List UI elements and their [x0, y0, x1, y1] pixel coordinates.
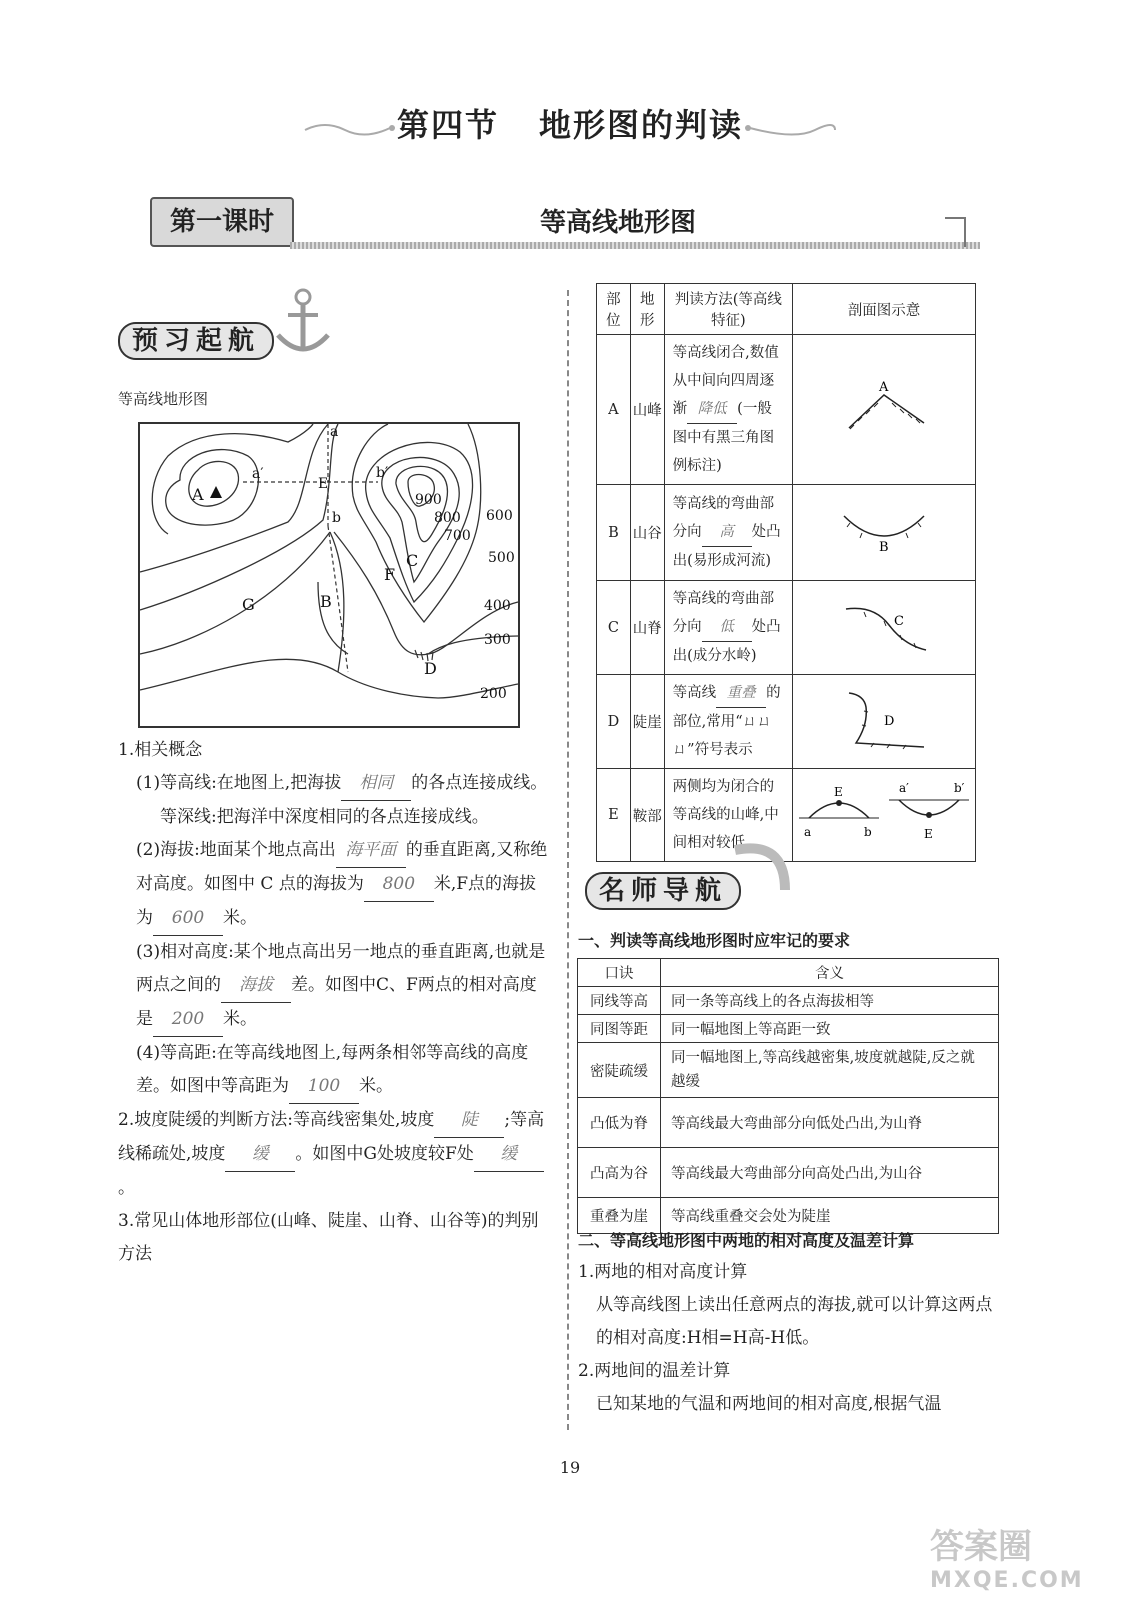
- map-frame: [139, 423, 519, 727]
- svg-text:D: D: [884, 713, 895, 729]
- table-row: 同图等距 同一幅地图上等高距一致: [578, 1015, 999, 1043]
- label-900: 900: [415, 492, 442, 508]
- preview-section-header: [118, 320, 274, 357]
- cliff-profile-figure: [834, 685, 934, 755]
- slope-method: 2.坡度陡缓的判断方法:等高线密集处,坡度 陡 ;等高线稀疏处,坡度 缓 。如图中G处坡度较F处 缓。: [118, 1104, 548, 1205]
- concept-relative-height: (3)相对高度:某个地点高出另一地点的垂直距离,也就是两点之间的 海拔 差。如图中C、F两点的相对高度是 200 米。: [118, 936, 548, 1037]
- rules-table-header: 口诀 含义: [578, 959, 999, 987]
- answer-blank: 200: [153, 1003, 223, 1037]
- rules-table: [577, 958, 999, 1234]
- lesson-label: 第一课时: [150, 197, 294, 247]
- page-title: [0, 100, 1140, 146]
- table-row: C 山脊 等高线的弯曲部分向 低 处凸出(成分水岭) C: [597, 581, 976, 675]
- calculation-heading: 二、等高线地形图中两地的相对高度及温差计算: [578, 1231, 915, 1250]
- section-number: 第四节: [396, 106, 499, 144]
- table-row: A 山峰 等高线闭合,数值从中间向四周逐渐 降低 (一般图中有黑三角图例标注) A: [597, 335, 976, 485]
- svg-text:E: E: [834, 785, 843, 799]
- label-A: A: [192, 485, 204, 504]
- label-600: 600: [486, 508, 513, 524]
- watermark-logo: 答案圈: [930, 1527, 1032, 1567]
- terrain-table-header: 部位 地形 判读方法(等高线特征) 剖面图示意: [597, 284, 976, 335]
- terrain-table: [596, 283, 976, 862]
- label-800: 800: [434, 510, 461, 526]
- concept-altitude: (2)海拔:地面某个地点高出 海平面 的垂直距离,又称绝对高度。如图中 C 点的海拔为 800 米,F点的海拔为 600 米。: [118, 834, 548, 936]
- label-C: C: [406, 551, 419, 570]
- peak-profile-figure: [834, 373, 934, 443]
- label-F: F: [384, 565, 396, 584]
- answer-blank: 海拔: [221, 969, 291, 1003]
- svg-text:a: a: [804, 825, 812, 839]
- svg-text:A: A: [879, 379, 889, 395]
- anchor-icon: [268, 285, 348, 365]
- table-row: 密陡疏缓 同一幅地图上,等高线越密集,坡度就越陡,反之就越缓: [578, 1043, 999, 1098]
- lesson-title: 等高线地形图: [540, 208, 697, 238]
- answer-blank: 高: [702, 518, 752, 547]
- column-divider: [567, 290, 569, 1430]
- concepts-block: [118, 734, 548, 1271]
- svg-text:E: E: [924, 827, 933, 841]
- relative-height-heading: 1.两地的相对高度计算: [578, 1262, 748, 1282]
- answer-blank: 缓: [225, 1138, 295, 1172]
- answer-blank: 800: [364, 868, 434, 902]
- svg-text:b′: b′: [954, 781, 965, 795]
- table-row: 凸低为脊 等高线最大弯曲部分向低处凸出,为山脊: [578, 1098, 999, 1148]
- map-caption: 等高线地形图: [118, 390, 209, 408]
- label-400: 400: [484, 598, 511, 614]
- table-row: D 陡崖 等高线 重叠 的部位,常用“ㄩㄩㄩ”符号表示 D: [597, 675, 976, 769]
- concept-contour: (1)等高线:在地图上,把海拔 相同 的各点连接成线。: [118, 767, 548, 801]
- concept-interval: (4)等高距:在等高线地图上,每两条相邻等高线的高度差。如图中等高距为 100 米。: [118, 1037, 548, 1104]
- svg-text:B: B: [879, 539, 889, 555]
- label-b: b: [332, 510, 341, 526]
- answer-blank: 600: [153, 902, 223, 936]
- label-200: 200: [480, 686, 507, 702]
- table-row: E 鞍部 两侧均为闭合的等高线的山峰,中间相对较低 E a b a′ b′ E: [597, 769, 976, 862]
- label-E: E: [318, 476, 329, 492]
- relative-height-text: 从等高线图上读出任意两点的海拔,就可以计算这两点的相对高度:H相=H高-H低。: [596, 1295, 993, 1348]
- table-row: 同线等高 同一条等高线上的各点海拔相等: [578, 987, 999, 1015]
- table-row: B 山谷 等高线的弯曲部分向 高 处凸出(易形成河流) B: [597, 485, 976, 581]
- contour-map: [138, 422, 520, 728]
- label-G: G: [242, 595, 255, 614]
- answer-blank: 海平面: [336, 834, 406, 868]
- concept-isobath: 等深线:把海洋中深度相同的各点连接成线。: [160, 807, 489, 827]
- swirl-icon: [725, 830, 805, 910]
- label-700: 700: [444, 528, 471, 544]
- answer-blank: 低: [702, 613, 752, 642]
- terrain-method-heading: 3.常见山体地形部位(山峰、陡崖、山脊、山谷等)的判别方法: [118, 1211, 539, 1264]
- label-a: a: [330, 424, 339, 440]
- svg-text:a′: a′: [899, 781, 909, 795]
- svg-text:C: C: [894, 613, 904, 629]
- label-500: 500: [488, 550, 515, 566]
- requirements-heading: 一、判读等高线地形图时应牢记的要求: [578, 931, 851, 950]
- watermark-url: MXQE.COM: [930, 1568, 1084, 1593]
- guide-section-label: 名师导航: [585, 872, 741, 910]
- table-row: 重叠为崖 等高线重叠交会处为陡崖: [578, 1198, 999, 1234]
- table-row: 凸高为谷 等高线最大弯曲部分向高处凸出,为山谷: [578, 1148, 999, 1198]
- label-b-prime: b′: [376, 465, 389, 481]
- right-ornament: [740, 118, 840, 140]
- label-a-prime: a′: [252, 466, 264, 482]
- concepts-heading: 1.相关概念: [118, 740, 203, 760]
- guide-section-header: [585, 870, 741, 907]
- valley-profile-figure: [834, 501, 934, 561]
- answer-blank: 100: [289, 1070, 359, 1104]
- label-D: D: [424, 659, 437, 678]
- page-number: 19: [559, 1458, 581, 1477]
- svg-text:b: b: [864, 825, 872, 839]
- answer-blank: 重叠: [716, 679, 766, 708]
- label-300: 300: [484, 632, 511, 648]
- corner-bracket: [940, 215, 970, 250]
- preview-section-label: 预习起航: [118, 322, 274, 360]
- saddle-profile-figure: [794, 778, 974, 848]
- answer-blank: 相同: [341, 767, 411, 801]
- answer-blank: 缓: [474, 1138, 544, 1172]
- temperature-text: 已知某地的气温和两地间的相对高度,根据气温: [596, 1394, 942, 1414]
- section-topic: 地形图的判读: [539, 106, 744, 144]
- answer-blank: 陡: [434, 1104, 504, 1138]
- answer-blank: 降低: [687, 395, 737, 424]
- calculation-block: [578, 1256, 1003, 1421]
- lesson-rule: [290, 242, 980, 249]
- label-B: B: [320, 592, 332, 611]
- ridge-profile-figure: [834, 595, 934, 657]
- temperature-heading: 2.两地间的温差计算: [578, 1361, 731, 1381]
